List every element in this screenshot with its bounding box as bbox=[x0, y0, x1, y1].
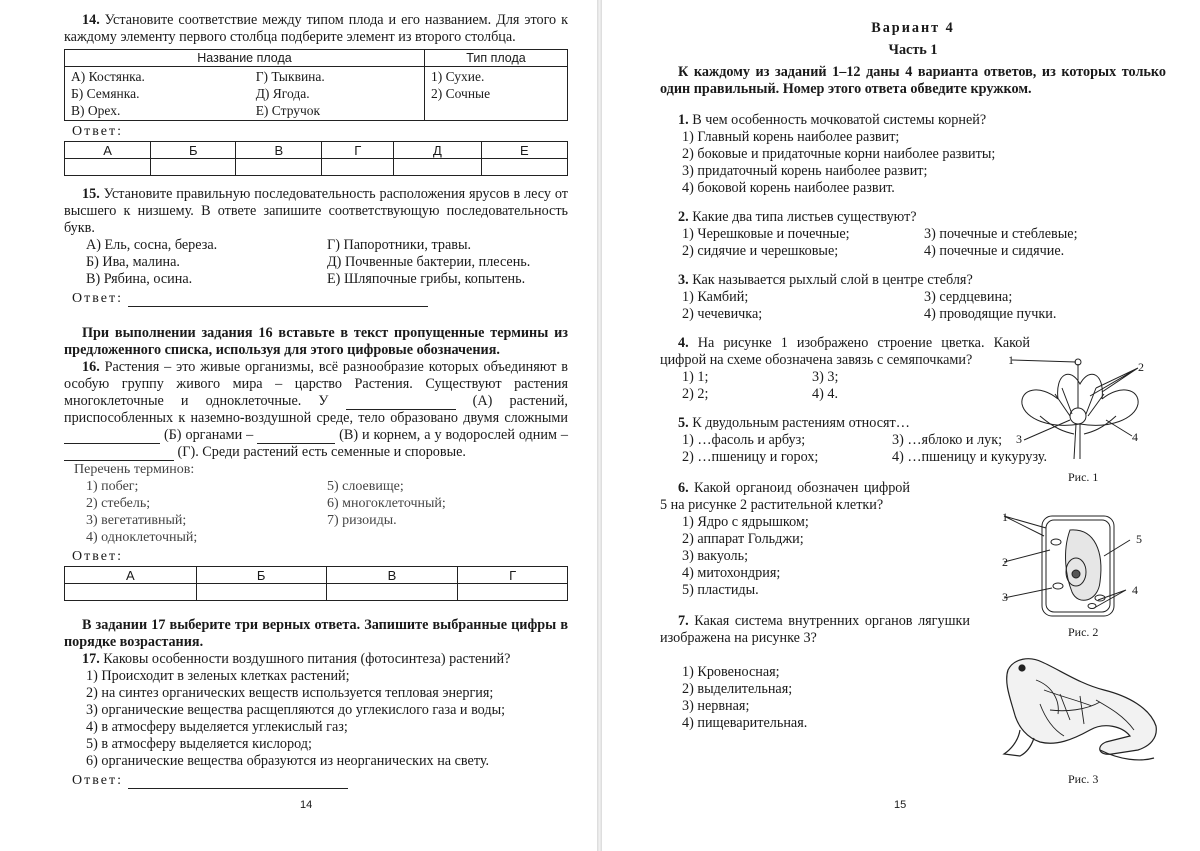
fruit-col-1: А) Костянка. Б) Семянка. В) Орех. bbox=[65, 67, 250, 121]
options-4: 1) 1; 3) 3; 2) 2; 4) 4. bbox=[682, 369, 839, 402]
question-16: 16. Растения – это живые организмы, всё разнообразие которых объединяют в особую группу живого мира – царство Растения. Существуют растения многоклеточные и одноклеточные. У (А) растений, приспособленных к наземно-воздушной среде, тело образовано двумя сложными (Б) органами – (В) и корнем, а у водорослей одним – (Г). Среди растений есть семенные и споровые. bbox=[64, 359, 568, 460]
instruction-part1: К каждому из заданий 1–12 даны 4 варианта ответов, из которых только один правильный. Номер этого ответа обведите кружком. bbox=[660, 64, 1166, 97]
blank-b[interactable] bbox=[64, 431, 160, 444]
options-1: 1) Главный корень наиболее развит; 2) боковые и придаточные корни наиболее развиты; 3) придаточный корень наиболее развит; 4) боковой корень наиболее развит. bbox=[682, 129, 996, 196]
plant-cell-figure bbox=[1000, 512, 1140, 622]
answer-15: Ответ: bbox=[72, 290, 568, 307]
vacuole bbox=[1066, 530, 1101, 600]
question-17: 17. Каковы особенности воздушного питания (фотосинтеза) растений? bbox=[82, 651, 511, 667]
blank-v[interactable] bbox=[257, 431, 335, 444]
figure-1-caption: Рис. 1 bbox=[1068, 470, 1099, 484]
answer-line-15[interactable] bbox=[128, 294, 428, 307]
flower-label-3: 3 bbox=[1016, 432, 1022, 446]
instruction-16: При выполнении задания 16 вставьте в текст пропущенные термины из предложенного списка, используя для этого цифровые обозначения. bbox=[64, 325, 568, 358]
answer-17: Ответ: bbox=[72, 772, 568, 789]
question-5: 5. К двудольным растениям относят… bbox=[678, 415, 910, 431]
cell-label-1: 1 bbox=[1002, 510, 1008, 524]
question-14: 14. Установите соответствие между типом плода и его названием. Для этого к каждому элементу первого столбца подберите элемент из второго столбца. bbox=[64, 12, 568, 45]
flower-label-4: 4 bbox=[1132, 430, 1138, 444]
page-number-right: 15 bbox=[894, 799, 907, 811]
terms-label: Перечень терминов: bbox=[74, 462, 195, 477]
ovary bbox=[1070, 408, 1086, 424]
flower-label-1: 1 bbox=[1008, 353, 1014, 367]
options-17: 1) Происходит в зеленых клетках растений; 2) на синтез органических веществ используется тепловая энергия; 3) органические вещества расщепляются до углекислого газа и воды; 4) в атмосферу выделяется углекислый газ; 5) в атмосферу выделяется кислород; 6) органические вещества образуются из неорганических на свету. bbox=[86, 668, 506, 769]
options-5: 1) …фасоль и арбуз; 3) …яблоко и лук; 2) …пшеницу и горох; 4) …пшеницу и кукурузу. bbox=[682, 432, 1048, 465]
header-fruit-type: Тип плода bbox=[425, 50, 568, 67]
options-2: 1) Черешковые и почечные; 3) почечные и стеблевые; 2) сидячие и черешковые; 4) почечные и сидячие. bbox=[682, 226, 1078, 259]
question-6: 6. Какой органоид обозначен цифрой 5 на рисунке 2 растительной клетки? bbox=[660, 480, 910, 513]
fruit-type-col: 1) Сухие. 2) Сочные bbox=[425, 67, 568, 121]
question-1: 1. В чем особенность мочковатой системы корней? bbox=[678, 112, 987, 128]
terms-list: 1) побег; 5) слоевище; 2) стебель; 6) многоклеточный; 3) вегетативный; 7) ризоиды. 4) одноклеточный; bbox=[86, 479, 446, 545]
answer-label-14: Ответ: bbox=[72, 124, 123, 139]
answer-row-empty[interactable] bbox=[65, 584, 568, 601]
answer-line-17[interactable] bbox=[128, 776, 348, 789]
question-3: 3. Как называется рыхлый слой в центре стебля? bbox=[678, 272, 973, 288]
variant-title: Вариант 4 bbox=[871, 20, 955, 36]
flower-figure bbox=[1010, 354, 1150, 464]
cell-label-3: 3 bbox=[1002, 590, 1008, 604]
frog-eye bbox=[1019, 665, 1025, 671]
header-fruit-name: Название плода bbox=[65, 50, 425, 67]
flower-label-2: 2 bbox=[1138, 360, 1144, 374]
figure-2-caption: Рис. 2 bbox=[1068, 625, 1099, 639]
right-page bbox=[602, 0, 1200, 851]
options-15: А) Ель, сосна, береза. Г) Папоротники, травы. Б) Ива, малина. Д) Почвенные бактерии, плесень. В) Рябина, осина. Е) Шляпочные грибы, копытень. bbox=[86, 237, 531, 287]
page-number-left: 14 bbox=[300, 799, 313, 811]
cell-label-5: 5 bbox=[1136, 532, 1142, 546]
leader-lines bbox=[1012, 360, 1138, 440]
question-7: 7. Какая система внутренних органов лягушки изображена на рисунке 3? bbox=[660, 613, 970, 646]
part-title: Часть 1 bbox=[888, 42, 938, 58]
question-15: 15. Установите правильную последовательность расположения ярусов в лесу от высшего к низшему. В ответе запишите соответствующую последовательность букв. bbox=[64, 186, 568, 236]
question-4: 4. На рисунке 1 изображено строение цветка. Какой цифрой на схеме обозначена завязь с семяпочками? bbox=[660, 335, 1030, 368]
matching-table bbox=[64, 49, 568, 121]
answer-grid-16: А Б В Г bbox=[64, 566, 568, 601]
options-6: 1) Ядро с ядрышком; 2) аппарат Гольджи; 3) вакуоль; 4) митохондрия; 5) пластиды. bbox=[682, 514, 809, 598]
sepals bbox=[1040, 416, 1116, 434]
cell-label-4: 4 bbox=[1132, 583, 1138, 597]
frog-figure bbox=[1000, 650, 1160, 768]
options-3: 1) Камбий; 3) сердцевина; 2) чечевичка; 4) проводящие пучки. bbox=[682, 289, 1057, 322]
options-7: 1) Кровеносная; 2) выделительная; 3) нервная; 4) пищеварительная. bbox=[682, 664, 808, 731]
answer-label-16: Ответ: bbox=[72, 549, 123, 564]
left-page bbox=[0, 0, 598, 851]
figure-3-caption: Рис. 3 bbox=[1068, 772, 1099, 786]
blank-a[interactable] bbox=[346, 397, 456, 410]
answer-row-empty[interactable] bbox=[65, 159, 568, 176]
question-2: 2. Какие два типа листьев существуют? bbox=[678, 209, 917, 225]
blank-g[interactable] bbox=[64, 448, 174, 461]
fruit-col-2: Г) Тыквина. Д) Ягода. Е) Стручок bbox=[250, 67, 425, 121]
answer-grid-14: А Б В Г Д Е bbox=[64, 141, 568, 176]
cell-label-2: 2 bbox=[1002, 555, 1008, 569]
instruction-17: В задании 17 выберите три верных ответа. Запишите выбранные цифры в порядке возрастания. bbox=[64, 617, 568, 650]
